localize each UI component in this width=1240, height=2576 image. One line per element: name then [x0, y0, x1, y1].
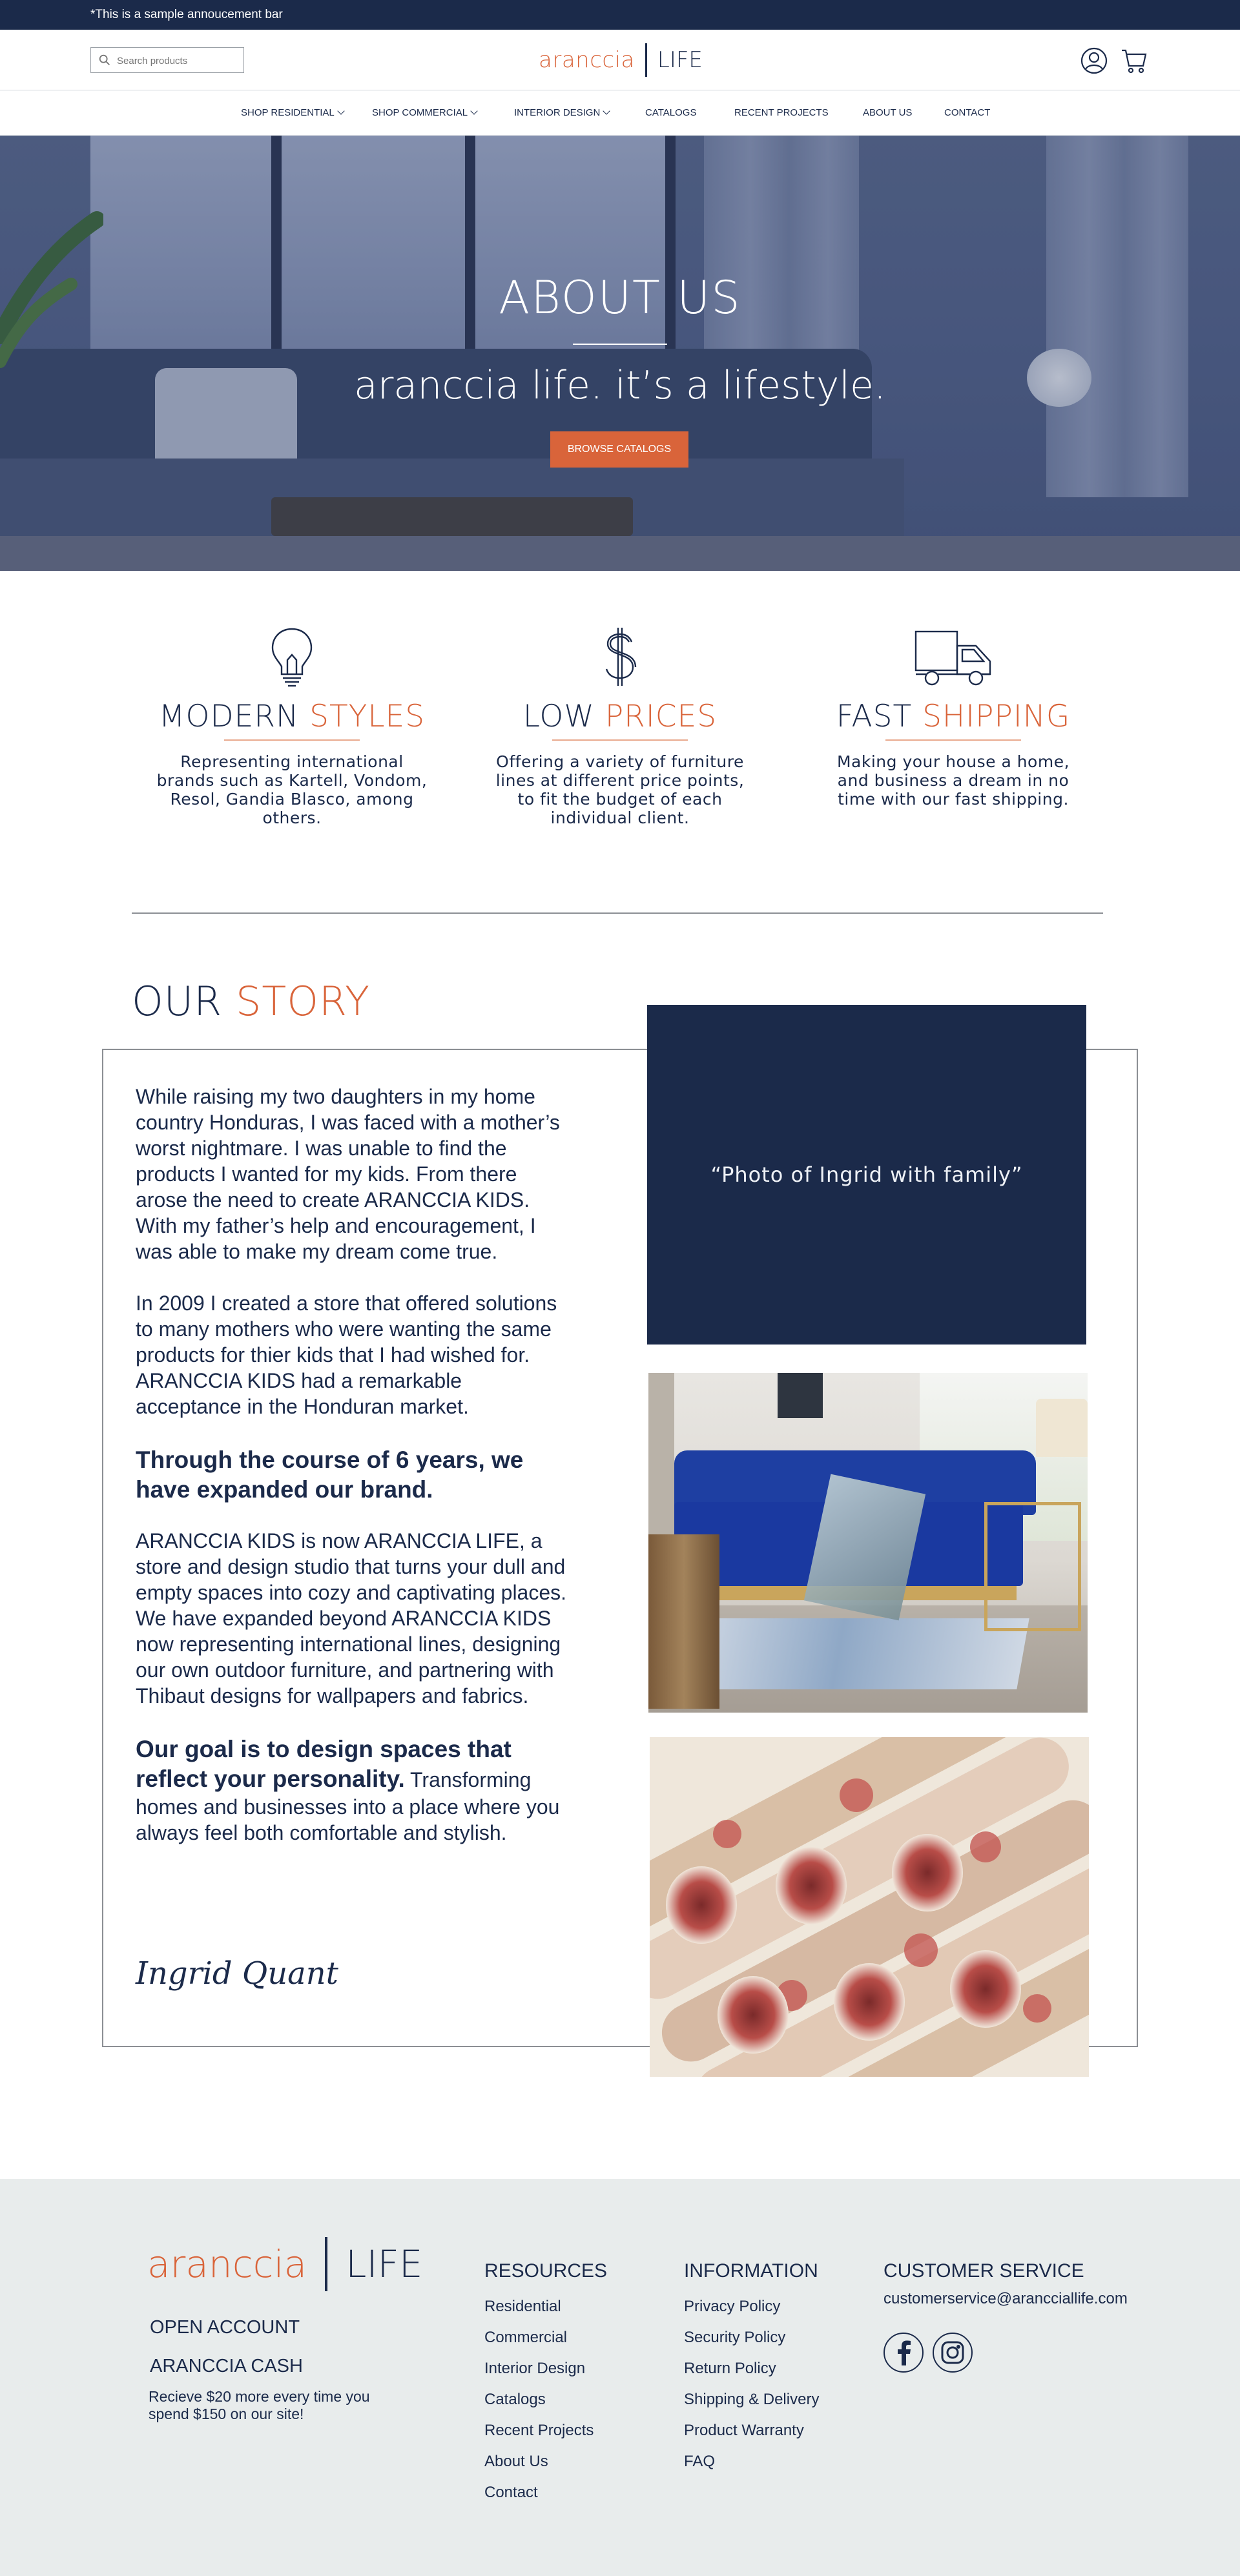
resources-title: RESOURCES: [484, 2260, 608, 2282]
footer-logo-divider: [325, 2237, 327, 2291]
footer-link-about-us[interactable]: About Us: [484, 2453, 548, 2470]
footer-link-contact[interactable]: Contact: [484, 2484, 538, 2501]
customer-service-email[interactable]: customerservice@arancciallife.com: [884, 2290, 1128, 2307]
nav-catalogs[interactable]: CATALOGS: [645, 107, 697, 118]
hero-subtitle: aranccia life. it’s a lifestyle.: [353, 363, 886, 408]
feature-modern-styles: [150, 626, 434, 827]
customer-service-title: CUSTOMER SERVICE: [884, 2260, 1084, 2282]
feature-underline: [885, 739, 1021, 741]
facebook-icon: [894, 2340, 913, 2365]
story-text: [136, 1084, 570, 1871]
logo-brand: aranccia: [539, 47, 635, 73]
footer-link-return-policy[interactable]: Return Policy: [684, 2360, 776, 2377]
instagram-icon: [940, 2340, 965, 2365]
footer-link-security-policy[interactable]: Security Policy: [684, 2329, 786, 2346]
footer-logo-suffix: LIFE: [346, 2242, 423, 2286]
wall-art: [778, 1373, 823, 1418]
story-paragraph: In 2009 I created a store that offered solutions to many mothers who were wanting the same products for thier kids that I had wished for. ARANCCIA KIDS had a remarkable acceptance in the Honduran market.: [136, 1292, 557, 1418]
chevron-down-icon: [337, 107, 344, 114]
search-box[interactable]: [90, 47, 244, 73]
lamp-shade: [1036, 1399, 1088, 1457]
search-input[interactable]: [117, 53, 240, 68]
cart-icon[interactable]: [1120, 46, 1148, 75]
footer-information: [684, 2260, 819, 2477]
feature-low-prices: [478, 626, 762, 827]
story-paragraph: While raising my two daughters in my home country Honduras, I was faced with a mother’s worst nightmare. I was unable to find the products I wanted for my kids. From there arose the need to create ARANCCIA KIDS. With my father’s help and encouragement, I was able to make my dream come true.: [136, 1085, 560, 1263]
gold-side-table: [984, 1502, 1081, 1631]
footer-link-interior-design[interactable]: Interior Design: [484, 2360, 586, 2377]
footer-link-recent-projects[interactable]: Recent Projects: [484, 2422, 594, 2439]
signature: [133, 1944, 366, 2002]
feature-title: LOW PRICES: [522, 699, 718, 734]
signature-text: Ingrid Quant: [136, 1955, 338, 1992]
information-title: INFORMATION: [684, 2260, 818, 2282]
site-logo[interactable]: [539, 41, 703, 79]
search-icon: [98, 53, 112, 67]
hero-divider: [573, 344, 667, 345]
browse-catalogs-button[interactable]: BROWSE CATALOGS: [550, 431, 688, 468]
nav-interior-design[interactable]: INTERIOR DESIGN: [514, 107, 609, 118]
site-header: [0, 30, 1240, 90]
wallpaper-rolls-illustration: [650, 1737, 1089, 2077]
family-photo-placeholder: [647, 1005, 1086, 1345]
lightbulb-icon: [269, 626, 315, 687]
main-nav: [0, 90, 1240, 136]
nav-contact[interactable]: CONTACT: [944, 107, 991, 118]
feature-underline: [552, 739, 688, 741]
site-footer: [0, 2179, 1240, 2576]
facebook-link[interactable]: [884, 2333, 924, 2373]
footer-link-product-warranty[interactable]: Product Warranty: [684, 2422, 804, 2439]
logo-suffix: LIFE: [657, 47, 703, 73]
aranccia-cash-description: Recieve $20 more every time you spend $150 on our site!: [149, 2388, 370, 2422]
story-paragraph: ARANCCIA KIDS is now ARANCCIA LIFE, a store and design studio that turns your dull and empty spaces into cozy and captivating places. We have expanded beyond ARANCCIA KIDS now representing international lines, designing our own outdoor furniture, and partnering with Thibaut designs for wallpapers and fabrics.: [136, 1529, 567, 1707]
feature-text: Representing international brands such as Kartell, Vondom, Resol, Gandia Blasco, among others.: [156, 752, 428, 827]
footer-logo-brand: aranccia: [147, 2242, 307, 2286]
wallpaper-rolls-photo: [650, 1737, 1089, 2077]
chevron-down-icon: [470, 107, 477, 114]
feature-text: Making your house a home, and business a dream in no time with our fast shipping.: [836, 752, 1070, 809]
instagram-link[interactable]: [933, 2333, 973, 2373]
footer-link-faq[interactable]: FAQ: [684, 2453, 716, 2470]
footer-link-residential[interactable]: Residential: [484, 2298, 561, 2315]
hero-title: ABOUT US: [499, 271, 741, 324]
footer-logo[interactable]: [147, 2237, 423, 2291]
section-divider: [132, 912, 1103, 914]
announcement-bar: [0, 0, 1240, 30]
dollar-icon: [601, 626, 639, 687]
chevron-down-icon: [603, 107, 610, 114]
feature-underline: [224, 739, 360, 741]
nav-recent-projects[interactable]: RECENT PROJECTS: [734, 107, 829, 118]
footer-link-privacy-policy[interactable]: Privacy Policy: [684, 2298, 781, 2315]
nav-shop-commercial[interactable]: SHOP COMMERCIAL: [372, 107, 477, 118]
side-table: [648, 1534, 719, 1709]
footer-link-shipping-delivery[interactable]: Shipping & Delivery: [684, 2391, 820, 2408]
story-goal: Our goal is to design spaces that reflect your personality. Transforming homes and businesses into a place where you always feel both comfortable and stylish.: [136, 1736, 560, 1844]
footer-link-commercial[interactable]: Commercial: [484, 2329, 568, 2346]
announcement-text: *This is a sample annoucement bar: [90, 8, 283, 21]
story-heading: OUR STORY: [132, 978, 370, 1025]
aranccia-cash-title: ARANCCIA CASH: [150, 2356, 303, 2376]
footer-link-catalogs[interactable]: Catalogs: [484, 2391, 546, 2408]
nav-about-us[interactable]: ABOUT US: [863, 107, 913, 118]
logo-divider: [645, 43, 647, 77]
feature-fast-shipping: [811, 626, 1095, 809]
account-icon[interactable]: [1080, 46, 1108, 75]
truck-icon: [914, 626, 993, 687]
feature-title: MODERN STYLES: [158, 699, 426, 734]
nav-shop-residential[interactable]: SHOP RESIDENTIAL: [241, 107, 344, 118]
feature-text: Offering a variety of furniture lines at different price points, to fit the budget of each individual client.: [495, 752, 745, 827]
open-account-link[interactable]: OPEN ACCOUNT: [150, 2317, 300, 2338]
hero-banner: [0, 136, 1240, 571]
blue-sofa-photo: [648, 1373, 1088, 1713]
footer-customer-service: [884, 2260, 1128, 2308]
hero-overlay: [0, 136, 1240, 571]
photo-caption: “Photo of Ingrid with family”: [710, 1162, 1023, 1187]
footer-resources: [484, 2260, 607, 2508]
story-lead: Through the course of 6 years, we have expanded our brand.: [136, 1447, 524, 1503]
blue-rug: [681, 1618, 1029, 1689]
feature-title: FAST SHIPPING: [836, 699, 1071, 734]
